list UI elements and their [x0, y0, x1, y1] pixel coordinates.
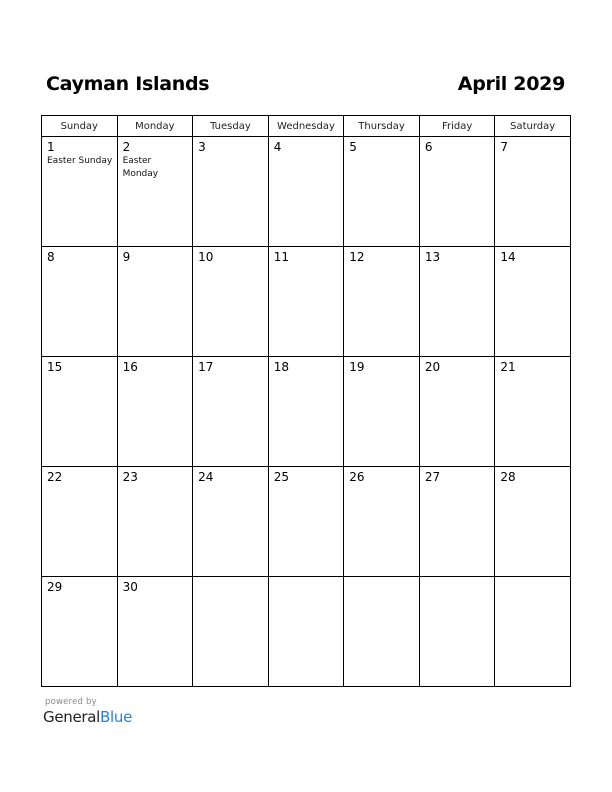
- weekday-header: Tuesday: [193, 116, 269, 137]
- day-cell: [117, 357, 193, 467]
- day-number: 18: [273, 360, 289, 374]
- day-number: 11: [273, 250, 289, 264]
- weekday-header: Thursday: [344, 116, 420, 137]
- day-number: 16: [122, 360, 138, 374]
- day-number: 2: [122, 140, 131, 154]
- day-number: 5: [349, 140, 357, 154]
- day-cell: [117, 247, 193, 357]
- day-cell: [117, 467, 193, 577]
- day-number: 17: [198, 360, 214, 374]
- calendar-grid: [41, 115, 571, 687]
- day-number: 30: [122, 580, 138, 594]
- day-number: 13: [424, 250, 441, 264]
- day-number: 4: [273, 140, 282, 154]
- day-cell: [268, 467, 344, 577]
- week-row: [42, 247, 571, 357]
- empty-day-cell: [495, 577, 571, 687]
- day-number: 23: [122, 470, 138, 484]
- day-cell: [495, 357, 571, 467]
- day-number: 6: [424, 140, 433, 154]
- day-cell: [193, 137, 269, 247]
- day-cell: [117, 577, 193, 687]
- day-number: 26: [349, 470, 365, 484]
- day-cell: [42, 467, 118, 577]
- day-cell: [193, 467, 269, 577]
- week-row: [42, 357, 571, 467]
- day-number: 10: [198, 250, 214, 264]
- weekday-header: Sunday: [42, 116, 118, 137]
- day-cell: [268, 247, 344, 357]
- day-number: 19: [349, 360, 365, 374]
- day-number: 24: [198, 470, 214, 484]
- day-number: 29: [47, 580, 63, 594]
- day-cell: [419, 137, 495, 247]
- weekday-header-row: [42, 116, 571, 137]
- weekday-header: Wednesday: [268, 116, 344, 137]
- week-row: [42, 137, 571, 247]
- empty-day-cell: [419, 577, 495, 687]
- day-number: 22: [47, 470, 63, 484]
- day-cell: [344, 247, 420, 357]
- weekday-header: Saturday: [495, 116, 571, 137]
- day-cell: [419, 467, 495, 577]
- week-row: [42, 467, 571, 577]
- empty-day-cell: [268, 577, 344, 687]
- day-number: 20: [424, 360, 441, 374]
- day-number: 25: [273, 470, 289, 484]
- weekday-header: Friday: [419, 116, 495, 137]
- empty-day-cell: [193, 577, 269, 687]
- day-cell: [495, 137, 571, 247]
- day-cell: [117, 137, 193, 247]
- day-cell: [42, 137, 118, 247]
- day-cell: [42, 577, 118, 687]
- day-number: 27: [424, 470, 441, 484]
- day-cell: [42, 357, 118, 467]
- footer-branding: [43, 696, 132, 726]
- day-cell: [193, 247, 269, 357]
- day-number: 8: [47, 250, 55, 264]
- day-cell: [268, 357, 344, 467]
- weekday-header: Monday: [117, 116, 193, 137]
- day-cell: [419, 247, 495, 357]
- day-number: 9: [122, 250, 131, 264]
- week-row: [42, 577, 571, 687]
- day-number: 21: [500, 360, 516, 374]
- day-number: 12: [349, 250, 365, 264]
- day-cell: [42, 247, 118, 357]
- holiday-label: Easter Monday: [122, 156, 159, 179]
- day-cell: [495, 247, 571, 357]
- day-number: 3: [198, 140, 206, 154]
- day-cell: [344, 137, 420, 247]
- country-title: Cayman Islands: [46, 73, 210, 95]
- brand-name-blue: Blue: [100, 708, 133, 726]
- day-number: 14: [500, 250, 516, 264]
- empty-day-cell: [344, 577, 420, 687]
- holiday-label: Easter Sunday: [47, 156, 113, 166]
- day-cell: [268, 137, 344, 247]
- brand-logo[interactable]: [43, 708, 132, 726]
- day-number: 1: [47, 140, 55, 154]
- month-title: April 2029: [457, 73, 565, 95]
- day-number: 15: [47, 360, 63, 374]
- day-cell: [419, 357, 495, 467]
- powered-by-text: powered by: [45, 697, 97, 707]
- day-cell: [193, 357, 269, 467]
- day-cell: [344, 467, 420, 577]
- day-cell: [495, 467, 571, 577]
- day-number: 7: [500, 140, 509, 154]
- day-cell: [344, 357, 420, 467]
- brand-name-general: General: [43, 708, 101, 726]
- day-number: 28: [500, 470, 516, 484]
